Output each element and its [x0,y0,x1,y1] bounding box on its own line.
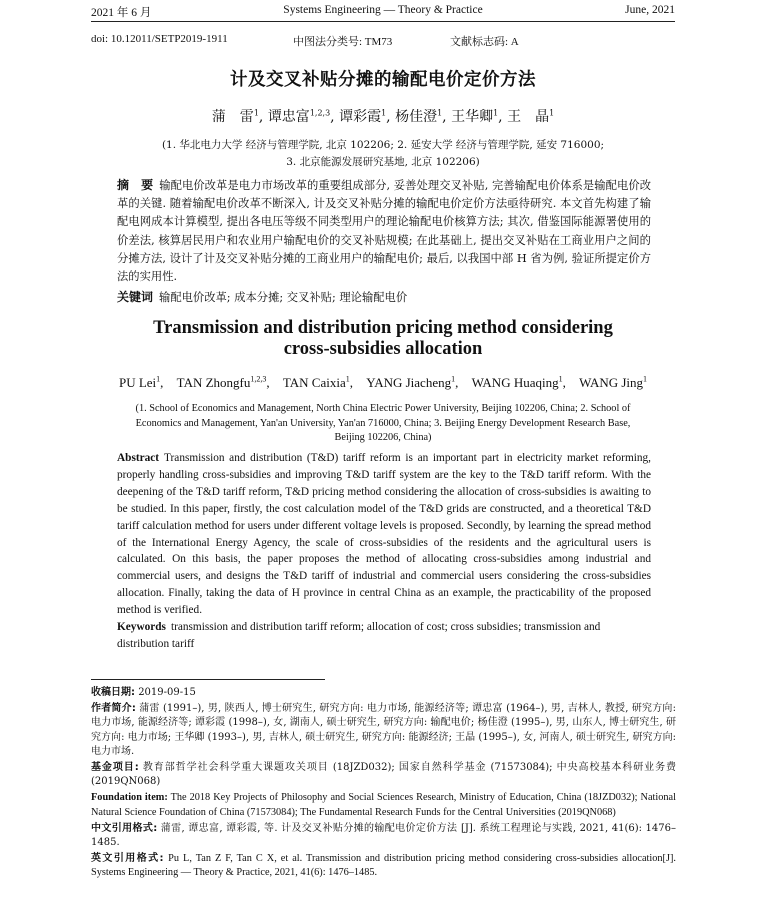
footnote-label: 中文引用格式: [91,822,158,834]
author-affil-sup: 1,2,3 [250,375,267,384]
author-affil-sup: 1 [345,375,350,384]
abstract-text: Transmission and distribution (T&D) tariff reform is an important part in electricity market reforming, properly handling cross-subsidies and improving T&D tariff system are the key to the T&D tariff reform. With the deepening of the T&D tariff reform, T&D pricing method considering the allocation of cross-subsidies is awaiting to be studied. In this paper, firstly, the cost calculation model of the T&D grids are constructed, and a theoretical T&D tariff calculation method for users under different voltage levels is proposed. Secondly, by learning the spread method of the International Energy Agency, the scale of cross-subsidies of the residents and the agricultural users is calculated. On this basis, the paper proposes the method of allocating cross-subsidies among industrial and commercial users, and designs the T&D tariff of industrial and commercial users considering the cross-subsidies allocation. Finally, taking the data of H province in central China as an example, the practicability of the proposed method is verified. [117,452,651,617]
running-head [91,4,675,20]
footnote-fund [91,761,676,789]
classification-number: 中图法分类号: TM73 [293,36,393,48]
author-name: PU Lei [118,375,157,391]
english-affiliations [105,402,661,446]
author-affil-sup: 1 [558,375,563,384]
footnote-label: 作者简介: [91,703,136,715]
author-name: TAN Zhongfu [176,375,251,391]
english-keywords [117,619,651,653]
running-head-date-cn: 2021 年 6 月 [91,7,152,19]
footnote-text: The 2018 Key Projects of Philosophy and Social Sciences Research, Ministry of Education, China (18JZD032); National Natural Science Foundation of China (71573084); The Fundamental Research Funds for the Central Universities (2019QN068) [91,792,676,818]
author-name: 王华卿 [451,109,494,125]
author-affil-sup: 1 [437,108,443,118]
chinese-authors: 蒲 雷$^1$, 谭忠富$^{1,2,3}$, 谭彩霞$^1$, 杨佳澄$^1$, 王华卿$^1$, 王 晶$^1$ [211,108,555,125]
footnote-text: Pu L, Tan Z F, Tan C X, et al. Transmission and distribution pricing method considering cross-subsidies allocation[J]. Systems Engineering — Theory & Practice, 2021, 41(6): 1476–1485. [91,853,676,879]
author-affil-sup: 1 [549,108,555,118]
abstract-label: Abstract [117,452,160,464]
author-name: 王 晶 [507,109,550,125]
keywords-label: 关键词 [117,290,154,304]
keywords-label: Keywords [117,621,166,633]
doi: doi: 10.12011/SETP2019-1911 [91,33,228,45]
header-rule [91,21,675,22]
footnote-label: 英文引用格式: [91,853,164,865]
author-name: 谭忠富 [267,109,310,125]
chinese-keywords [117,288,651,305]
author-affil-sup: 1 [156,375,161,384]
abstract-label: 摘 要 [117,178,154,192]
affiliation-line: (1. 华北电力大学 经济与管理学院, 北京 102206; 2. 延安大学 经济与管理学院, 延安 716000; [161,139,605,151]
footnote-label: 基金项目: [91,762,139,774]
footnote-label: Foundation item: [91,792,168,804]
footnote-cite-cn [91,822,676,850]
author-affil-sup: 1,2,3 [309,108,331,118]
author-affil-sup: 1 [643,375,648,384]
author-name: WANG Jing [579,375,644,391]
chinese-affiliations [120,137,646,171]
footnote-bio [91,702,676,759]
footnote-rule [91,679,325,680]
keywords-text: transmission and distribution tariff reform; allocation of cost; cross subsidies; transmission and distribution tariff [117,621,601,650]
footnote-text: 蒲雷, 谭忠富, 谭彩霞, 等. 计及交叉补贴分摊的输配电价定价方法 [J]. 系统工程理论与实践, 2021, 41(6): 1476–1485. [91,822,677,849]
affiliation-line: Economics and Management, Yan'an University, Yan'an 716000, China; 3. Beijing Energy Development Research Base, [135,417,631,429]
footnote-text: 蒲雷 (1991–), 男, 陕西人, 博士研究生, 研究方向: 电力市场, 能源经济等; 谭忠富 (1964–), 男, 吉林人, 教授, 研究方向: 电力市场, 能源经济等; 谭彩霞 (1998–), 女, 湖南人, 硕士研究生, 研究方向: 输配电价; 杨佳澄 (1995–), 男, 山东人, 博士研究生, 研究方向: 电力市场; 王华卿 (1993–), 男, 吉林人, 硕士研究生, 研究方向: 能源经济; 王晶 (1995–), 女, 河南人, 硕士研究生, 研究方向: 电力市场. [91,703,677,757]
footnote-label: 收稿日期: [91,687,135,698]
author-name: 杨佳澄 [395,109,438,125]
chinese-abstract [117,176,651,286]
english-abstract [117,450,651,619]
author-name: 谭彩霞 [339,109,382,125]
chinese-title: 计及交叉补贴分摊的输配电价定价方法 [230,70,536,90]
running-head-journal: Systems Engineering — Theory & Practice [283,4,483,16]
footnotes [91,686,676,883]
english-title [0,318,766,360]
footnote-fund-en [91,791,676,819]
affiliation-line: (1. School of Economics and Management, North China Electric Power University, Beijing 102206, China; 2. School of [135,403,631,414]
keywords-text: 输配电价改革; 成本分摊; 交叉补贴; 理论输配电价 [159,291,408,304]
author-name: 蒲 雷 [211,109,254,125]
document-code: 文献标志码: A [450,36,519,48]
running-head-date-en: June, 2021 [625,4,675,16]
abstract-text: 输配电价改革是电力市场改革的重要组成部分, 妥善处理交叉补贴, 完善输配电价体系是输配电价改革的关键. 随着输配电价改革不断深入, 计及交叉补贴分摊的输配电价定价方法亟待研究. 本文首先构建了输配电网成本计算模型, 提出各电压等级不同类型用户的理论输配电价核算方法; 其次, 借鉴国际能源署使用的价差法, 核算居民用户和农业用户输配电价的交叉补贴规模; 在此基础上, 提出交叉补贴在工商业用户之间的分摊方法, 设计了计及交叉补贴分摊的工商业用户的输配电价; 最后, 以我国中部 H 省为例, 验证所提定价方法的实用性. [117,179,652,284]
author-name: WANG Huaqing [471,375,559,391]
footnote-received [91,686,676,700]
author-name: TAN Caixia [282,375,346,391]
footnote-cite-en [91,852,676,880]
footnote-text: 教育部哲学社会科学重大课题攻关项目 (18JZD032); 国家自然科学基金 (71573084); 中央高校基本科研业务费 (2019QN068) [91,762,676,788]
author-affil-sup: 1 [451,375,456,384]
footnote-text: 2019-09-15 [138,687,196,698]
affiliation-line: Beijing 102206, China) [334,432,432,443]
title-line: Transmission and distribution pricing method considering [153,318,613,338]
author-affil-sup: 1 [493,108,499,118]
author-affil-sup: 1 [253,108,259,118]
title-line: cross-subsidies allocation [283,339,483,359]
affiliation-line: 3. 北京能源发展研究基地, 北京 102206) [286,156,480,168]
author-name: YANG Jiacheng [366,375,452,391]
author-affil-sup: 1 [381,108,387,118]
english-authors: PU Lei$^1$, TAN Zhongfu$^{1,2,3}$, TAN Caixia$^1$, YANG Jiacheng$^1$, WANG Huaqing$^1$, WANG Jing$^1$ [118,375,648,391]
